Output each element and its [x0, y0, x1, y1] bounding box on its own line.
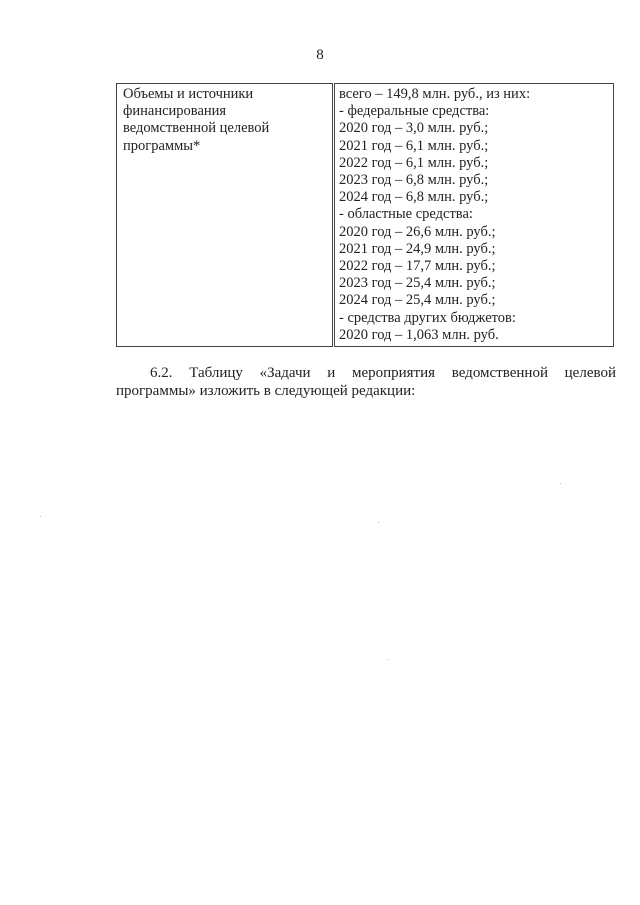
federal-2023: 2023 год – 6,8 млн. руб.; [339, 172, 489, 189]
scan-speck [387, 659, 388, 660]
paragraph-line: программы» изложить в следующей редакции: [116, 383, 416, 399]
financing-total: всего – 149,8 млн. руб., из них: [339, 86, 531, 102]
paragraph-line: 6.2. Таблицу «Задачи и мероприятия ведомственной целевой [150, 365, 616, 381]
financing-label-cell [117, 84, 334, 347]
regional-2022: 2022 год – 17,7 млн. руб.; [339, 258, 496, 275]
financing-table [116, 83, 614, 347]
amendment-paragraph [116, 364, 616, 400]
regional-funds-heading: - областные средства: [339, 206, 473, 223]
other-budgets-2020: 2020 год – 1,063 млн. руб. [339, 326, 499, 343]
regional-2023: 2023 год – 25,4 млн. руб.; [339, 275, 496, 292]
federal-2021: 2021 год – 6,1 млн. руб.; [339, 137, 489, 154]
financing-value-cell [334, 84, 614, 347]
regional-2020: 2020 год – 26,6 млн. руб.; [339, 223, 496, 240]
federal-2020: 2020 год – 3,0 млн. руб.; [339, 120, 489, 137]
label-line: Объемы и источники [123, 86, 254, 102]
page-number: 8 [316, 47, 324, 63]
federal-2024: 2024 год – 6,8 млн. руб.; [339, 189, 489, 206]
scan-speck [378, 522, 379, 523]
scan-speck [560, 483, 561, 484]
regional-2024: 2024 год – 25,4 млн. руб.; [339, 292, 496, 309]
federal-2022: 2022 год – 6,1 млн. руб.; [339, 154, 489, 171]
scan-speck [40, 516, 41, 517]
other-budgets-heading: - средства других бюджетов: [339, 309, 516, 326]
label-line: финансирования [123, 103, 227, 120]
label-line: программы* [123, 137, 201, 154]
regional-2021: 2021 год – 24,9 млн. руб.; [339, 240, 496, 257]
label-line: ведомственной целевой [123, 120, 270, 137]
table-row [117, 84, 614, 347]
federal-funds-heading: - федеральные средства: [339, 103, 490, 120]
